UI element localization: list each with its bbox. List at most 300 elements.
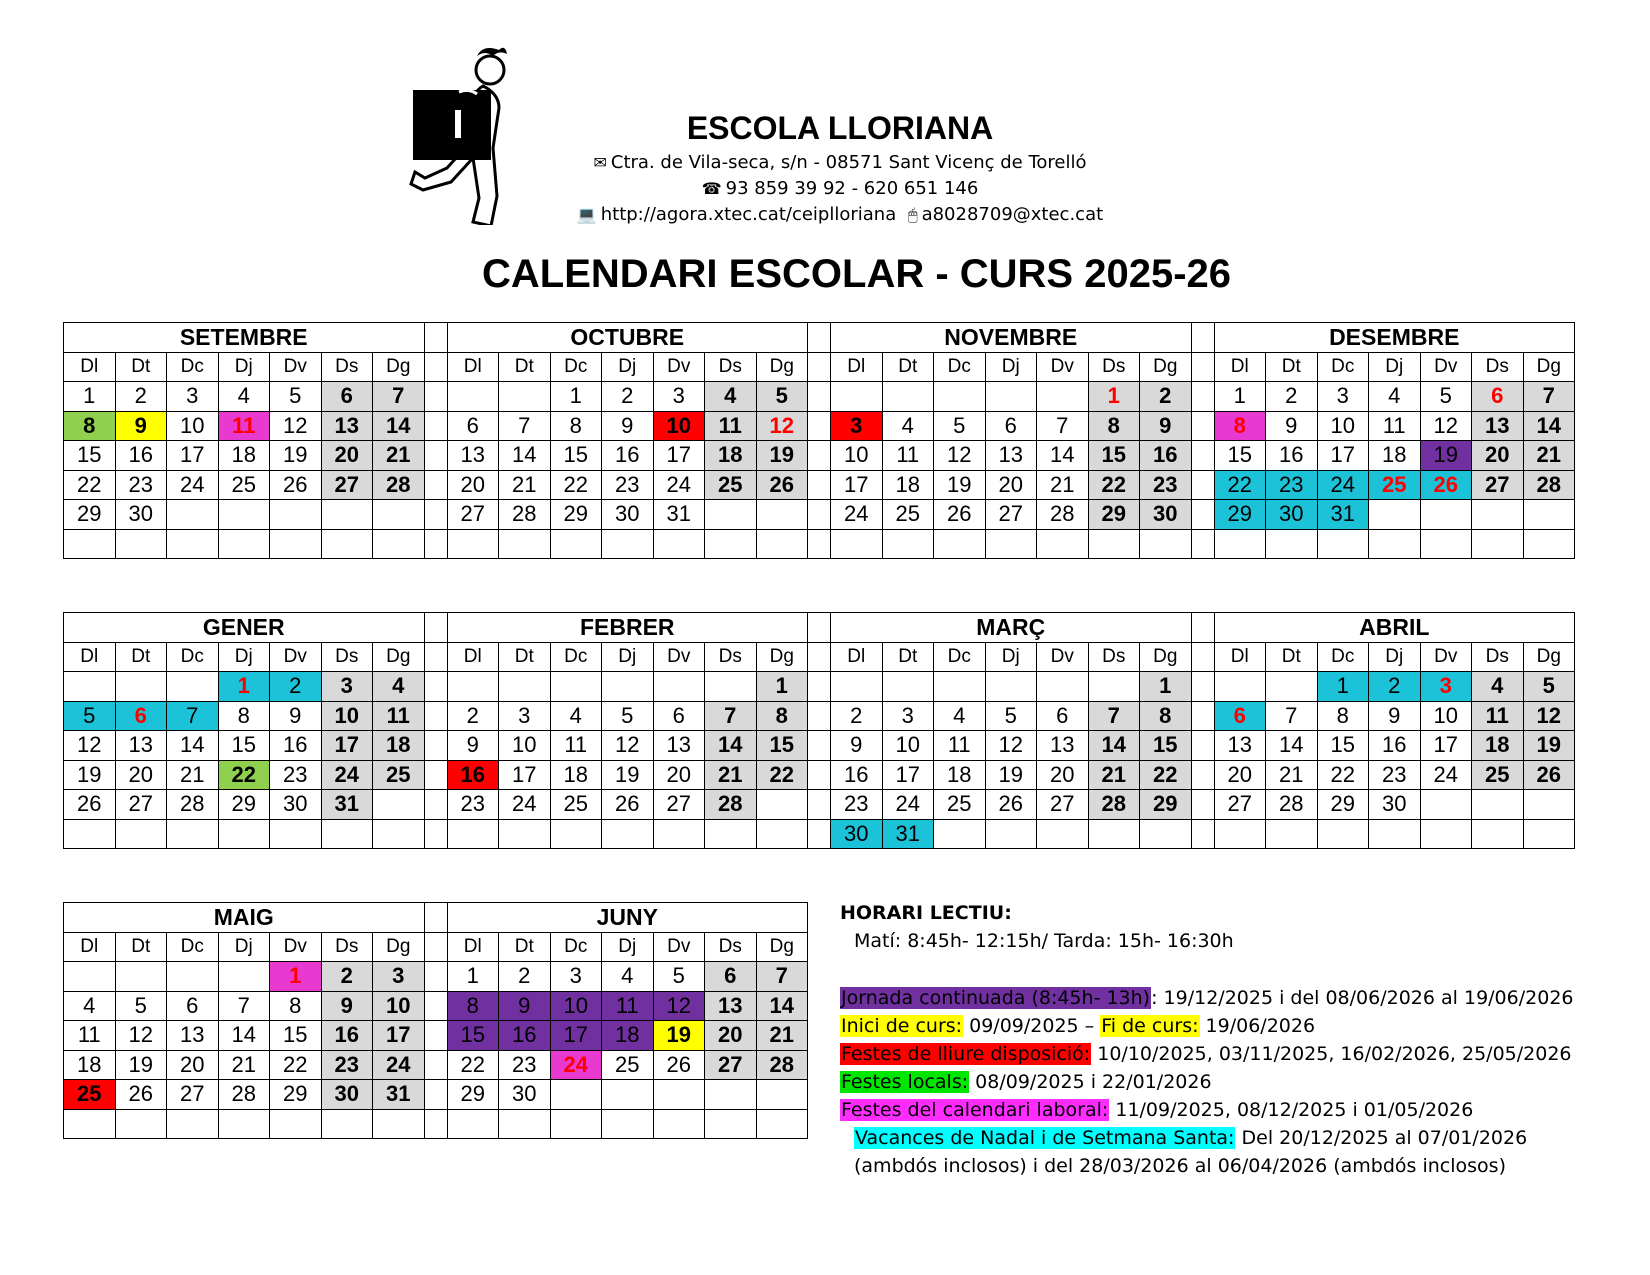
day-name-header: Dc	[167, 932, 219, 962]
calendar-day: 30	[270, 790, 322, 820]
calendar-day: 25	[705, 470, 757, 500]
calendar-empty-cell	[985, 672, 1037, 702]
calendar-day: 20	[1472, 441, 1524, 471]
month-separator	[808, 790, 831, 820]
calendar-day: 12	[934, 441, 986, 471]
legend-fi-label: Fi de curs:	[1101, 1015, 1199, 1037]
calendar-empty-cell	[705, 1080, 757, 1110]
calendar-day: 17	[882, 760, 934, 790]
calendar-day: 21	[1523, 441, 1575, 471]
day-name-header: Dj	[602, 932, 654, 962]
calendar-day: 13	[1214, 731, 1266, 761]
calendar-day: 4	[882, 411, 934, 441]
calendar-day: 13	[653, 731, 705, 761]
calendar-day: 12	[1523, 701, 1575, 731]
school-address: ✉ Ctra. de Vila-seca, s/n - 08571 Sant Vicenç de Torelló	[593, 152, 1087, 173]
month-separator	[808, 470, 831, 500]
calendar-empty-cell	[1214, 529, 1266, 559]
day-name-header: Dt	[882, 642, 934, 672]
calendar-day: 25	[602, 1050, 654, 1080]
week-row	[64, 790, 1575, 820]
calendar-empty-cell	[270, 500, 322, 530]
calendar-empty-cell	[756, 529, 808, 559]
calendar-day: 18	[705, 441, 757, 471]
calendar-day: 7	[705, 701, 757, 731]
day-name-header: Dc	[934, 352, 986, 382]
day-name-header: Dl	[447, 352, 499, 382]
day-name-header: Ds	[1088, 642, 1140, 672]
month-separator	[808, 529, 831, 559]
calendar-day: 23	[447, 790, 499, 820]
calendar-empty-cell	[1472, 790, 1524, 820]
school-email-link[interactable]: a8028709@xtec.cat	[921, 204, 1104, 225]
day-name-header: Dj	[1369, 642, 1421, 672]
calendar-day: 3	[550, 962, 602, 992]
calendar-empty-cell	[756, 790, 808, 820]
calendar-empty-cell	[64, 1109, 116, 1139]
calendar-day: 7	[499, 411, 551, 441]
month-separator	[424, 470, 447, 500]
calendar-day: 27	[321, 470, 373, 500]
calendar-day: 10	[653, 411, 705, 441]
calendar-day: 22	[64, 470, 116, 500]
day-name-header: Dv	[1420, 642, 1472, 672]
calendar-day: 14	[218, 1021, 270, 1051]
calendar-day: 19	[270, 441, 322, 471]
calendar-day: 17	[373, 1021, 425, 1051]
calendar-day: 9	[499, 991, 551, 1021]
calendar-empty-cell	[653, 529, 705, 559]
calendar-day: 14	[373, 411, 425, 441]
day-name-header: Dv	[1037, 352, 1089, 382]
school-name: ESCOLA LLORIANA	[686, 110, 994, 146]
calendar-day: 19	[64, 760, 116, 790]
calendar-empty-cell	[321, 1109, 373, 1139]
calendar-day: 1	[64, 382, 116, 412]
calendar-empty-cell	[64, 962, 116, 992]
calendar-day: 25	[1472, 760, 1524, 790]
month-separator	[1191, 731, 1214, 761]
calendar-empty-cell	[167, 819, 219, 849]
calendar-day: 28	[1088, 790, 1140, 820]
calendar-empty-cell	[550, 672, 602, 702]
calendar-day: 22	[218, 760, 270, 790]
calendar-day: 8	[447, 991, 499, 1021]
calendar-day: 14	[1266, 731, 1318, 761]
month-separator	[424, 819, 447, 849]
calendar-empty-cell	[373, 529, 425, 559]
month-name: JUNY	[447, 903, 808, 933]
calendar-empty-cell	[1472, 500, 1524, 530]
calendar-day: 20	[705, 1021, 757, 1051]
calendar-day: 30	[831, 819, 883, 849]
calendar-day: 8	[1088, 411, 1140, 441]
calendar-row-1	[63, 322, 1575, 559]
phone-icon: ☎	[701, 179, 722, 198]
calendar-day: 29	[1214, 500, 1266, 530]
calendar-day: 18	[1369, 441, 1421, 471]
calendar-day: 29	[550, 500, 602, 530]
day-name-header: Dl	[447, 642, 499, 672]
calendar-day: 15	[447, 1021, 499, 1051]
day-name-header: Ds	[321, 352, 373, 382]
month-separator	[808, 382, 831, 412]
calendar-empty-cell	[167, 962, 219, 992]
calendar-day: 26	[1420, 470, 1472, 500]
legend-lliure-label: Festes de lliure disposició:	[841, 1043, 1091, 1065]
calendar-empty-cell	[1214, 672, 1266, 702]
calendar-empty-cell	[447, 819, 499, 849]
calendar-day: 6	[985, 411, 1037, 441]
calendar-day: 19	[1420, 441, 1472, 471]
calendar-day: 2	[1369, 672, 1421, 702]
calendar-day: 21	[1088, 760, 1140, 790]
calendar-day: 5	[1420, 382, 1472, 412]
calendar-day: 13	[705, 991, 757, 1021]
calendar-day: 4	[1369, 382, 1421, 412]
calendar-day: 16	[1140, 441, 1192, 471]
day-name-header: Ds	[705, 352, 757, 382]
month-separator	[808, 441, 831, 471]
calendar-day: 19	[602, 760, 654, 790]
calendar-day: 29	[1140, 790, 1192, 820]
calendar-empty-cell	[1266, 529, 1318, 559]
calendar-empty-cell	[1266, 819, 1318, 849]
calendar-day: 9	[270, 701, 322, 731]
calendar-empty-cell	[64, 529, 116, 559]
day-name-header: Dc	[1317, 352, 1369, 382]
calendar-day: 29	[218, 790, 270, 820]
calendar-empty-cell	[1369, 500, 1421, 530]
day-name-header: Dv	[270, 352, 322, 382]
calendar-empty-cell	[985, 819, 1037, 849]
day-name-header: Dg	[373, 642, 425, 672]
calendar-day: 26	[653, 1050, 705, 1080]
month-separator	[424, 1109, 447, 1139]
calendar-day: 29	[1317, 790, 1369, 820]
calendar-empty-cell	[1037, 382, 1089, 412]
calendar-empty-cell	[653, 672, 705, 702]
legend-inici-label: Inici de curs:	[841, 1015, 963, 1037]
calendar-day: 7	[167, 701, 219, 731]
calendar-day: 29	[270, 1080, 322, 1110]
calendar-empty-cell	[447, 529, 499, 559]
calendar-day: 17	[499, 760, 551, 790]
month-separator	[808, 352, 831, 382]
calendar-day: 5	[64, 701, 116, 731]
calendar-day: 10	[882, 731, 934, 761]
calendar-empty-cell	[705, 529, 757, 559]
calendar-day: 30	[115, 500, 167, 530]
calendar-day: 21	[373, 441, 425, 471]
legend-continuada-label: Jornada continuada (8:45h- 13h)	[841, 987, 1151, 1009]
calendar-empty-cell	[1037, 672, 1089, 702]
month-separator	[808, 323, 831, 353]
calendar-day: 25	[882, 500, 934, 530]
calendar-empty-cell	[882, 529, 934, 559]
school-web-link[interactable]: http://agora.xtec.cat/ceiplloriana	[600, 204, 897, 225]
day-name-header: Dj	[602, 642, 654, 672]
calendar-empty-cell	[550, 529, 602, 559]
calendar-day: 14	[1088, 731, 1140, 761]
calendar-day: 11	[882, 441, 934, 471]
day-name-header: Dj	[218, 932, 270, 962]
calendar-empty-cell	[270, 1109, 322, 1139]
calendar-empty-cell	[167, 672, 219, 702]
calendar-day: 28	[167, 790, 219, 820]
day-name-header: Dg	[756, 932, 808, 962]
month-separator	[1191, 470, 1214, 500]
calendar-day: 5	[1523, 672, 1575, 702]
calendar-day: 3	[167, 382, 219, 412]
day-name-header: Dv	[653, 932, 705, 962]
calendar-day: 3	[882, 701, 934, 731]
calendar-empty-cell	[447, 672, 499, 702]
day-name-header: Dv	[653, 642, 705, 672]
calendar-day: 10	[321, 701, 373, 731]
week-row	[64, 441, 1575, 471]
calendar-day: 24	[831, 500, 883, 530]
calendar-day: 6	[167, 991, 219, 1021]
calendar-day: 23	[602, 470, 654, 500]
calendar-day: 26	[985, 790, 1037, 820]
week-row	[64, 1050, 808, 1080]
school-phone: ☎ 93 859 39 92 - 620 651 146	[701, 178, 979, 199]
calendar-day: 12	[653, 991, 705, 1021]
calendar-empty-cell	[1140, 529, 1192, 559]
calendar-day: 24	[882, 790, 934, 820]
calendar-day: 7	[756, 962, 808, 992]
day-name-header: Dv	[653, 352, 705, 382]
calendar-day: 20	[1037, 760, 1089, 790]
month-separator	[808, 760, 831, 790]
calendar-day: 31	[321, 790, 373, 820]
day-name-header: Ds	[321, 642, 373, 672]
calendar-empty-cell	[218, 529, 270, 559]
calendar-empty-cell	[985, 529, 1037, 559]
calendar-empty-cell	[499, 672, 551, 702]
calendar-day: 5	[653, 962, 705, 992]
envelope-icon: ✉	[593, 153, 607, 172]
month-separator	[424, 903, 447, 933]
calendar-day: 9	[115, 411, 167, 441]
week-row	[64, 529, 1575, 559]
calendar-day: 7	[1523, 382, 1575, 412]
calendar-empty-cell	[756, 819, 808, 849]
calendar-day: 17	[1317, 441, 1369, 471]
computer-icon: 💻	[576, 205, 597, 224]
day-name-header: Dt	[882, 352, 934, 382]
month-name: SETEMBRE	[64, 323, 425, 353]
calendar-day: 23	[1369, 760, 1421, 790]
month-separator	[424, 701, 447, 731]
month-separator	[424, 529, 447, 559]
calendar-day: 2	[321, 962, 373, 992]
calendar-day: 18	[373, 731, 425, 761]
calendar-day: 2	[499, 962, 551, 992]
calendar-day: 24	[321, 760, 373, 790]
calendar-day: 4	[218, 382, 270, 412]
calendar-empty-cell	[756, 500, 808, 530]
calendar-day: 14	[705, 731, 757, 761]
calendar-day: 4	[934, 701, 986, 731]
calendar-day: 16	[270, 731, 322, 761]
page-title: CALENDARI ESCOLAR - CURS 2025-26	[481, 252, 1232, 296]
calendar-day: 9	[321, 991, 373, 1021]
day-name-header: Dj	[218, 352, 270, 382]
month-separator	[1191, 790, 1214, 820]
legend-continuada: Jornada continuada (8:45h- 13h): 19/12/2025 i del 08/06/2026 al 19/06/2026	[841, 987, 1574, 1009]
calendar-day: 28	[756, 1050, 808, 1080]
month-separator	[1191, 500, 1214, 530]
calendar-empty-cell	[550, 1109, 602, 1139]
calendar-day: 31	[373, 1080, 425, 1110]
calendar-day: 3	[373, 962, 425, 992]
month-separator	[1191, 613, 1214, 643]
day-name-header: Dj	[602, 352, 654, 382]
calendar-empty-cell	[831, 672, 883, 702]
calendar-empty-cell	[373, 819, 425, 849]
calendar-day: 4	[373, 672, 425, 702]
calendar-day: 15	[1317, 731, 1369, 761]
calendar-day: 31	[882, 819, 934, 849]
calendar-row-3	[63, 902, 808, 1139]
calendar-empty-cell	[1140, 819, 1192, 849]
month-name: FEBRER	[447, 613, 808, 643]
day-name-header: Dj	[218, 642, 270, 672]
calendar-day: 13	[447, 441, 499, 471]
calendar-empty-cell	[1088, 672, 1140, 702]
calendar-empty-cell	[934, 529, 986, 559]
day-name-header: Dl	[831, 352, 883, 382]
day-name-header: Dt	[115, 642, 167, 672]
calendar-day: 18	[882, 470, 934, 500]
calendar-empty-cell	[447, 1109, 499, 1139]
calendar-day: 21	[1037, 470, 1089, 500]
calendar-empty-cell	[934, 382, 986, 412]
month-name: DESEMBRE	[1214, 323, 1575, 353]
calendar-empty-cell	[1420, 500, 1472, 530]
day-name-header: Dj	[1369, 352, 1421, 382]
calendar-day: 5	[602, 701, 654, 731]
calendar-day: 3	[499, 701, 551, 731]
calendar-day: 27	[653, 790, 705, 820]
calendar-day: 8	[1317, 701, 1369, 731]
calendar-day: 2	[1140, 382, 1192, 412]
month-separator	[424, 1050, 447, 1080]
calendar-day: 14	[167, 731, 219, 761]
calendar-day: 25	[373, 760, 425, 790]
calendar-day: 7	[1037, 411, 1089, 441]
day-name-header: Ds	[705, 932, 757, 962]
calendar-empty-cell	[934, 819, 986, 849]
calendar-empty-cell	[1523, 790, 1575, 820]
calendar-day: 13	[1037, 731, 1089, 761]
calendar-empty-cell	[321, 819, 373, 849]
calendar-empty-cell	[1088, 819, 1140, 849]
month-separator	[1191, 352, 1214, 382]
calendar-empty-cell	[756, 1080, 808, 1110]
calendar-day: 23	[1140, 470, 1192, 500]
calendar-day: 19	[653, 1021, 705, 1051]
calendar-day: 10	[1420, 701, 1472, 731]
week-row	[64, 1109, 808, 1139]
month-separator	[424, 932, 447, 962]
calendar-day: 16	[321, 1021, 373, 1051]
day-name-header: Dg	[373, 352, 425, 382]
calendar-empty-cell	[1472, 529, 1524, 559]
calendar-day: 22	[1088, 470, 1140, 500]
month-separator	[424, 962, 447, 992]
calendar-day: 18	[550, 760, 602, 790]
calendar-day: 11	[550, 731, 602, 761]
day-name-header: Dl	[64, 352, 116, 382]
calendar-day: 28	[218, 1080, 270, 1110]
calendar-day: 25	[1369, 470, 1421, 500]
day-name-header: Ds	[705, 642, 757, 672]
calendar-day: 26	[602, 790, 654, 820]
calendar-empty-cell	[550, 1080, 602, 1110]
calendar-day: 8	[550, 411, 602, 441]
calendar-day: 25	[934, 790, 986, 820]
calendar-day: 8	[1214, 411, 1266, 441]
calendar-day: 8	[756, 701, 808, 731]
calendar-empty-cell	[373, 790, 425, 820]
calendar-empty-cell	[218, 819, 270, 849]
day-name-header: Ds	[1472, 352, 1524, 382]
calendar-day: 17	[321, 731, 373, 761]
month-separator	[1191, 529, 1214, 559]
calendar-day: 28	[1037, 500, 1089, 530]
day-name-header: Dc	[550, 352, 602, 382]
day-name-header: Dg	[756, 352, 808, 382]
calendar-empty-cell	[1523, 819, 1575, 849]
calendar-empty-cell	[218, 962, 270, 992]
calendar-day: 2	[270, 672, 322, 702]
calendar-row-2	[63, 612, 1575, 849]
calendar-day: 26	[934, 500, 986, 530]
calendar-day: 21	[756, 1021, 808, 1051]
calendar-day: 12	[602, 731, 654, 761]
legend-laboral: Festes del calendari laboral: 11/09/2025, 08/12/2025 i 01/05/2026	[841, 1099, 1474, 1121]
calendar-day: 20	[115, 760, 167, 790]
calendar-day: 30	[321, 1080, 373, 1110]
calendar-empty-cell	[1317, 819, 1369, 849]
calendar-day: 27	[115, 790, 167, 820]
calendar-day: 8	[1140, 701, 1192, 731]
calendar-day: 13	[167, 1021, 219, 1051]
calendar-empty-cell	[373, 500, 425, 530]
calendar-day: 30	[499, 1080, 551, 1110]
calendar-empty-cell	[115, 1109, 167, 1139]
calendar-empty-cell	[1420, 529, 1472, 559]
calendar-empty-cell	[373, 1109, 425, 1139]
calendar-empty-cell	[831, 382, 883, 412]
calendar-empty-cell	[756, 1109, 808, 1139]
calendar-day: 21	[499, 470, 551, 500]
calendar-empty-cell	[115, 962, 167, 992]
calendar-day: 23	[115, 470, 167, 500]
week-row	[64, 470, 1575, 500]
mouse-icon: 🖱	[907, 205, 918, 224]
calendar-day: 25	[64, 1080, 116, 1110]
legend-lliure: Festes de lliure disposició: 10/10/2025, 03/11/2025, 16/02/2026, 25/05/2026	[841, 1043, 1572, 1065]
day-name-header: Ds	[321, 932, 373, 962]
calendar-empty-cell	[115, 529, 167, 559]
calendar-day: 10	[373, 991, 425, 1021]
calendar-day: 15	[756, 731, 808, 761]
calendar-day: 6	[115, 701, 167, 731]
